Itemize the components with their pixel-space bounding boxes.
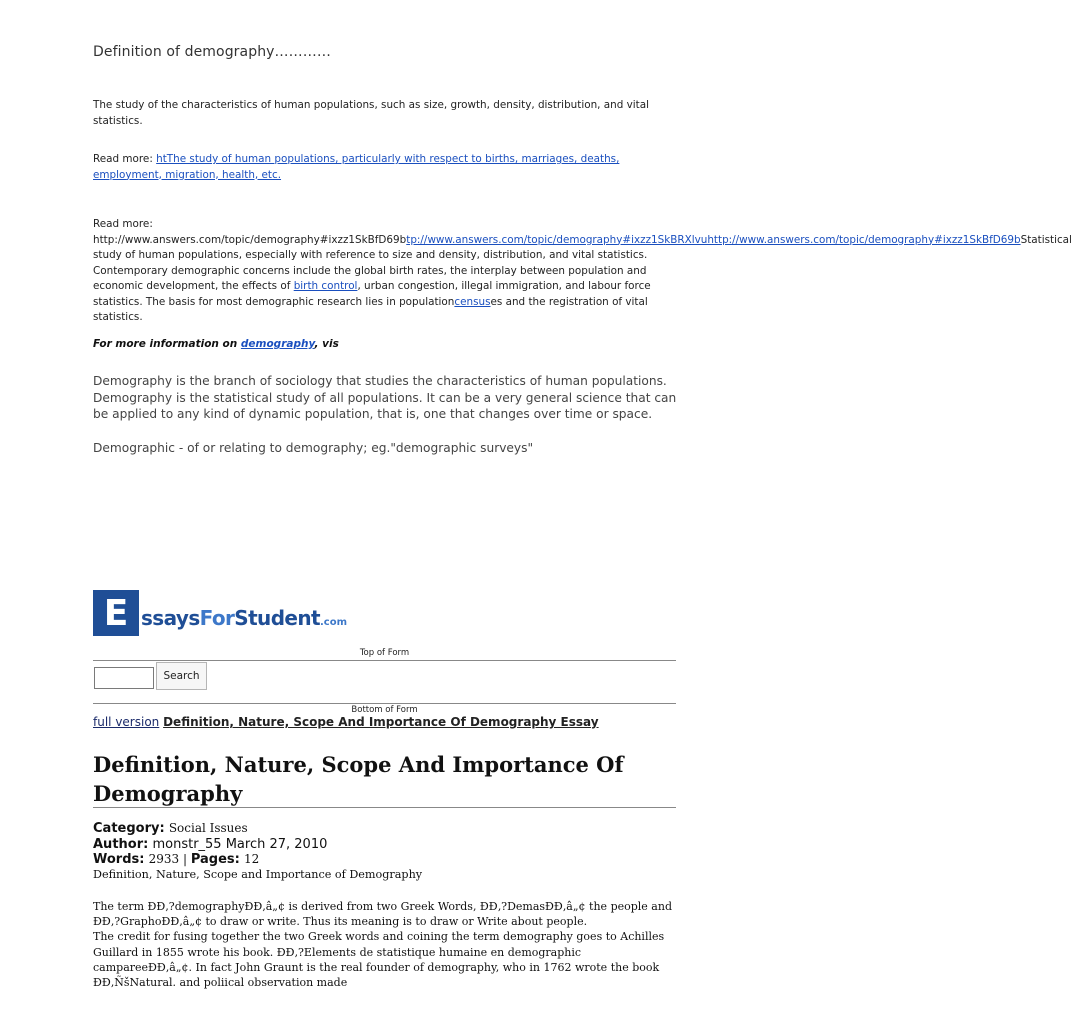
study-paragraph: The study of the characteristics of human populations, such as size, growth, density, distribution, and vital statistics. [93,99,649,127]
author-row [93,837,327,853]
more-info-suffix: , vis [314,338,339,350]
essay-body [93,899,683,990]
pages-value: 12 [243,852,260,866]
essay-title: Definition, Nature, Scope And Importance Of Demography [93,752,624,806]
words-value: 2933 [148,852,180,866]
answers-link[interactable]: tp://www.answers.com/topic/demography#ixzz1SkBRXlvuhttp://www.answers.com/topic/demography#ixzz1SkBfD69b [406,233,1021,246]
stat-text-a: Statistical study of human populations, especially with reference to size and density, distribution, and vital statistics. Contemporary demographic concerns include the global birth rates, the interplay between population and economic development, the effects of [93,233,1072,292]
search-input[interactable] [94,667,154,689]
demography-link[interactable]: demography [240,338,315,350]
full-version-line [93,715,599,729]
words-row [93,852,327,868]
page-heading: Definition of demography………… [93,44,331,60]
logo-part1: ssays [141,606,200,630]
logo-tld: .com [319,617,348,628]
read-more-2 [93,217,1072,326]
birth-control-link[interactable]: birth control [293,280,358,292]
form-bottom-divider [93,703,676,704]
author-label: Author: [93,836,149,852]
pages-label: Pages: [190,852,240,867]
bottom-of-form-label: Bottom of Form [351,705,418,715]
logo-e-block: E [93,590,139,636]
demography-definitions [93,373,683,473]
body-paragraph-1: The term ÐÐ‚?demographyÐÐ‚â„¢ is derived from two Greek Words, ÐÐ‚?DemasÐÐ‚â„¢ the people and ÐÐ‚?GraphoÐÐ‚â„¢ to draw or write. Thus its meaning is to draw or Write about people. [93,900,672,929]
essay-meta [93,821,327,868]
stat-text-b: , urban congestion, illegal immigration, and labour force statistics. The basis for most demographic research lies in population [93,280,651,308]
more-info-line [93,338,339,350]
top-of-form-label: Top of Form [359,648,410,658]
read-more-prefix: Read more: [93,153,157,165]
census-link[interactable]: census [454,295,491,308]
essay-subtitle: Definition, Nature, Scope and Importance of Demography [93,868,423,881]
search-button[interactable]: Search [156,662,207,690]
demography-paragraph-2: Demographic - of or relating to demography; eg."demographic surveys" [93,440,534,455]
title-underline [93,807,676,808]
category-value: Social Issues [168,821,248,835]
full-version-link[interactable]: full version [93,715,160,729]
meta-separator: | [179,852,191,866]
demography-paragraph-1: Demography is the branch of sociology that studies the characteristics of human populations. Demography is the statistical study of all populations. It can be a very general science that can be applied to any kind of dynamic population, that is, one that changes over time or space. [93,374,677,422]
essaysforstudent-logo[interactable] [93,590,347,636]
read-more-url-text: Read more: http://www.answers.com/topic/demography#ixzz1SkBfD69b [93,218,407,246]
logo-wordmark [141,606,347,630]
body-paragraph-2: The credit for fusing together the two Greek words and coining the term demography goes to Achilles Guillard in 1855 wrote his book. ÐÐ‚?Elements de statistique humaine en demographic campareeÐÐ‚â„¢. In fact John Graunt is the real founder of demography, who in 1762 wrote the book ÐÐ‚ÑšNatural. and poliical observation made [93,930,665,990]
form-top-divider [93,660,676,661]
category-label: Category: [93,821,165,836]
words-label: Words: [93,852,145,867]
logo-part3: Student [234,606,320,630]
full-version-title-link[interactable]: Definition, Nature, Scope And Importance Of Demography Essay [163,715,599,729]
read-more-link-1[interactable]: htThe study of human populations, particularly with respect to births, marriages, deaths, employment, migration, health, etc. [93,153,620,181]
logo-part2: For [199,606,235,630]
more-info-prefix: For more information on [93,338,241,350]
stat-text-c: es and the registration of vital statistics. [93,295,648,323]
author-value: monstr_55 March 27, 2010 [152,836,328,852]
read-more-1 [93,152,683,183]
category-row [93,821,327,837]
